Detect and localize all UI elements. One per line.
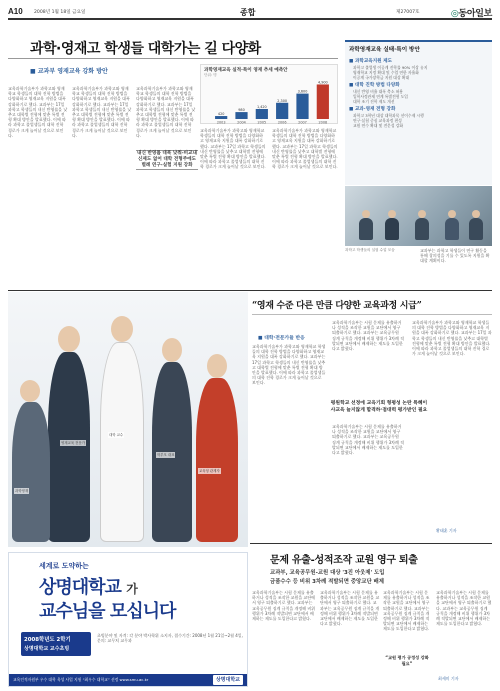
issue-date: 2008년 1월 18일 금요일: [34, 10, 86, 15]
article-column: 교육과학기술부는 시험 문제를 유출하거나 성적을 조작한 교원을 교단에서 영구 퇴출하기로 했다. 교과부는 교육공무원 징계 규칙을 개정해 비위 행위가 3차례 적발되면 교단에서 배제하는 제도를 도입한다고 밝혔다.: [252, 590, 316, 622]
chart-plot: [201, 65, 339, 125]
ad-title-suffix: 가: [126, 582, 137, 596]
student-figure: [415, 218, 429, 240]
chart-data-label: 4,900: [317, 80, 328, 85]
person-caption: 교육청 관계자: [199, 469, 220, 473]
student-figure: [445, 218, 459, 240]
sidebar-item: 과학고 졸업생 이공계 진학률 90% 이상 유지: [353, 65, 428, 70]
page-number: A10: [8, 7, 23, 16]
ad-university-name: 상명대학교: [39, 577, 121, 598]
newspaper-logo: ◎동아일보: [450, 9, 492, 19]
divider: [8, 58, 338, 59]
chart-data-label: 980: [238, 108, 245, 113]
sidebar-item: 입학사정관제 연계 특별전형 도입: [353, 94, 408, 99]
person-caption: 영재교육 전문가: [61, 441, 86, 445]
issue-number: 제27007호: [396, 10, 420, 15]
chart-tick-label: 2005: [257, 120, 267, 125]
group-photo: [8, 292, 248, 547]
logo-text: 동아일보: [458, 9, 492, 19]
sidebar-item: 영재학교 지정 확대 및 수업 연한 자율화: [353, 70, 419, 75]
article-column: 교육과학기술부가 과학고와 영재학교 학생들의 대학 진학 방법을 다양화하고 영재교육 지원을 대폭 강화하기로 했다. 교과부는 17일 과학고 학생들의 내신 반영률을 낮추고 대학별 전형에 맞춘 특별 전형 확대 방안을 발표했다. 이에 따라 과학고 졸업생들의 대학 진학 경로가 크게 늘어날 것으로 보인다.: [72, 86, 132, 138]
article-headline: 문제 유출-성적조작 교원 영구 퇴출: [270, 555, 418, 566]
divider: [252, 314, 492, 315]
student-figure: [385, 218, 399, 240]
article-column: 교육과학기술부가 과학고와 영재학교 학생들의 대학 진학 방법을 다양화하고 영재교육 지원을 대폭 강화하기로 했다. 교과부는 17일 과학고 학생들의 내신 반영률을 낮추고 대학별 전형에 맞춘 특별 전형 확대 방안을 발표했다. 이에 따라 과학고 졸업생들의 대학 진학 경로가 크게 늘어날 것으로 보인다.: [200, 128, 266, 170]
ad-details: 초빙분야 및 자격: 각 분야 박사학위 소지자, 접수기간: 2008년 1월 21일~2월 4일, 문의: 교무처 교무과: [97, 633, 243, 644]
sidebar-item: 이공계 국가장학금 지원 대상 확대: [353, 75, 410, 80]
bar-chart: [200, 64, 338, 124]
chart-bar: [317, 84, 329, 119]
pull-quote: 내신 반영률 대폭 낮춰-비교내신제도 없어 대학 전형주에도 별례 연구-실험 지원 강화: [137, 151, 197, 168]
photo-caption: 과학고 학생들의 실험 수업 모습: [345, 248, 395, 252]
feature-headline: “영재 수준 다른 만큼 다양한 교육과정 시급”: [252, 301, 422, 311]
chart-bar: [256, 109, 268, 119]
chart-tick-label: 2003: [216, 120, 226, 125]
highlight-box: 평원학교 선정에 교육기회 형평성 논란 특혜이 사교육 늘지않게 합격하·점대력 평가받인 필요: [330, 401, 428, 413]
sidebar-item: 대학 조기 진학 제도 개선: [353, 99, 395, 104]
chart-tick-label: 2008: [318, 120, 328, 125]
university-ad[interactable]: [8, 552, 248, 687]
article-column: 교육과학기술부는 시험 문제를 유출하거나 성적을 조작한 교원을 교단에서 영구 퇴출하기로 했다. 교과부는 교육공무원 징계 규칙을 개정해 비위 행위가 3차례 적발되면 교단에서 배제하는 제도를 도입한다고 밝혔다.: [332, 320, 404, 352]
student-figure: [359, 218, 373, 240]
chart-title: 과학영재교육 실적·특이 영재 추세 예측안: [204, 68, 288, 73]
ad-subtitle: 교수님을 모십니다: [39, 601, 176, 622]
chart-tick-label: 2007: [298, 120, 307, 125]
sidebar-group-heading: ■ 교과·영재 전형 강화: [345, 104, 492, 113]
person-caption: 대학 교수: [109, 433, 124, 437]
ad-tagline: 세계로 도약하는: [39, 561, 89, 570]
chart-unit: 단위: 명: [204, 73, 217, 77]
sidebar-item: 내신 반영 비율 대폭 축소 허용: [353, 89, 404, 94]
article-column: 교육과학기술부가 과학고와 영재학교 학생들의 대학 진학 방법을 다양화하고 영재교육 지원을 대폭 강화하기로 했다. 교과부는 17일 과학고 학생들의 내신 반영률을 낮추고 대학별 전형에 맞춘 특별 전형 확대 방안을 발표했다. 이에 따라 과학고 졸업생들의 대학 진학 경로가 크게 늘어날 것으로 보인다.: [136, 86, 196, 138]
article-subhead: 금품수수 등 비위 3차례 적발되면 중앙교단 배제: [270, 579, 384, 585]
person-head: [58, 326, 80, 352]
chart-data-label: 420: [217, 112, 225, 117]
chart-bar: [276, 103, 288, 119]
article-column: 교육과학기술부는 시험 문제를 유출하거나 성적을 조작한 교원을 교단에서 영구 퇴출하기로 했다. 교과부는 교육공무원 징계 규칙을 개정해 비위 행위가 3차례 적발되면 교단에서 배제하는 제도를 도입한다고 밝혔다.: [320, 590, 380, 627]
article-column: 교육과학기술부가 과학고와 영재학교 학생들의 대학 진학 방법을 다양화하고 영재교육 지원을 대폭 강화하기로 했다. 교과부는 17일 과학고 학생들의 내신 반영률을 낮추고 대학별 전형에 맞춘 특별 전형 확대 방안을 발표했다. 이에 따라 과학고 졸업생들의 대학 진학 경로가 크게 늘어날 것으로 보인다.: [8, 86, 68, 138]
pull-quote: “교원 평가 공정성 강화 필요”: [385, 655, 429, 666]
person-caption: 과학영재: [15, 489, 29, 493]
byline: 최세미 기자: [438, 676, 459, 681]
sidebar-item: 과학고 3학년 대상 대학과목 선이수제 시행: [353, 113, 424, 118]
section-title: 종합: [240, 7, 256, 17]
article-column: 교육과학기술부는 시험 문제를 유출하거나 성적을 조작한 교원을 교단에서 영구 퇴출하기로 했다. 교과부는 교육공무원 징계 규칙을 개정해 비위 행위가 3차례 적발되면 교단에서 배제하는 제도를 도입한다고 밝혔다.: [436, 590, 492, 627]
person-head: [20, 380, 40, 402]
sidebar-item: 연구·실험 중심 교육과정 편성: [353, 118, 402, 123]
chart-bar: [235, 112, 247, 119]
article-column: 교육과학기술부가 과학고와 영재학교 학생들의 대학 진학 방법을 다양화하고 영재교육 지원을 대폭 강화하기로 했다. 교과부는 17일 과학고 학생들의 내신 반영률을 낮추고 대학별 전형에 맞춘 특별 전형 확대 방안을 발표했다. 이에 따라 과학고 졸업생들의 대학 진학 경로가 크게 늘어날 것으로 보인다.: [252, 344, 326, 386]
article-subhead: 교과부, 교육공무원-교원 대상 '3진 아웃제' 도입: [270, 570, 385, 576]
ad-badge-term: 2008학년도 2학기: [24, 637, 71, 643]
article-column: 교육과학기술부는 시험 문제를 유출하거나 성적을 조작한 교원을 교단에서 영구 퇴출하기로 했다. 교과부는 교육공무원 징계 규칙을 개정해 비위 행위가 3차례 적발되면 교단에서 배제하는 제도를 도입한다고 밝혔다.: [383, 590, 430, 632]
sidebar-group: [345, 56, 492, 80]
person-caption: 학부모 대표: [157, 453, 175, 457]
person-figure: [100, 342, 144, 542]
article-column: 교육과학기술부가 과학고와 영재학교 학생들의 대학 진학 방법을 다양화하고 영재교육 지원을 대폭 강화하기로 했다. 교과부는 17일 과학고 학생들의 내신 반영률을 낮추고 대학별 전형에 맞춘 특별 전형 확대 방안을 발표했다. 이에 따라 과학고 졸업생들의 대학 진학 경로가 크게 늘어날 것으로 보인다.: [412, 320, 492, 357]
sidebar-group-heading: ■ 대학 진학 방법 다양화: [345, 80, 492, 89]
person-head: [111, 316, 133, 342]
chart-tick-label: 2006: [277, 120, 287, 125]
person-head: [207, 354, 227, 378]
sidebar-item: 교원 연수 확대 및 전문성 강화: [353, 123, 404, 128]
article-subhead: ■ 교과부 영재교육 강화 방안: [30, 68, 108, 75]
sidebar-title: 과학영재교육 실태·특이 방안: [349, 47, 420, 53]
sidebar-group: [345, 80, 492, 104]
ad-title: [39, 573, 137, 599]
ad-logo: 상명대학교: [213, 675, 243, 685]
chart-data-label: 1,420: [256, 104, 267, 109]
feature-subhead: ■ 대학·전문가들 반응: [258, 336, 305, 341]
person-figure: [12, 402, 50, 542]
divider: [8, 290, 492, 291]
sidebar-group: [345, 104, 492, 128]
sidebar-text: 교과부는 과학고 학생들이 연구 활동을 통해 창의성을 기를 수 있도록 지원을 확대할 계획이다.: [420, 248, 490, 264]
byline: 황태훈 기자: [436, 528, 457, 533]
person-figure: [48, 352, 90, 542]
ad-badge: [21, 632, 91, 656]
person-figure: [196, 378, 238, 542]
student-figure: [469, 218, 483, 240]
chart-data-label: 2,300: [277, 98, 288, 103]
chart-tick-label: 2004: [237, 120, 246, 125]
chart-bar: [296, 94, 308, 119]
sidebar-group-heading: ■ 과학교육지원 제도: [345, 56, 492, 65]
main-headline: 과학·영재고 학생들 대학가는 길 다양화: [30, 41, 261, 57]
sidebar-box: [345, 40, 492, 185]
ad-footer-bar: 교육인적자원부 우수 대학 육성 사업 지원 “최우수 대학교” 선정 www.smu.ac.kr: [9, 674, 247, 686]
page-header: [8, 6, 492, 20]
divider: [250, 543, 492, 544]
ad-badge-label: 상명대학교 교수초빙: [24, 646, 70, 652]
chart-bar: [215, 116, 227, 119]
article-column: 교육과학기술부가 과학고와 영재학교 학생들의 대학 진학 방법을 다양화하고 영재교육 지원을 대폭 강화하기로 했다. 교과부는 17일 과학고 학생들의 내신 반영률을 낮추고 대학별 전형에 맞춘 특별 전형 확대 방안을 발표했다. 이에 따라 과학고 졸업생들의 대학 진학 경로가 크게 늘어날 것으로 보인다.: [272, 128, 338, 170]
chart-data-label: 3,600: [297, 89, 308, 94]
article-column: 교육과학기술부는 시험 문제를 유출하거나 성적을 조작한 교원을 교단에서 영구 퇴출하기로 했다. 교과부는 교육공무원 징계 규칙을 개정해 비위 행위가 3차례 적발되면 교단에서 배제하는 제도를 도입한다고 밝혔다.: [332, 424, 404, 456]
person-head: [162, 338, 182, 362]
lab-photo: [345, 186, 492, 246]
